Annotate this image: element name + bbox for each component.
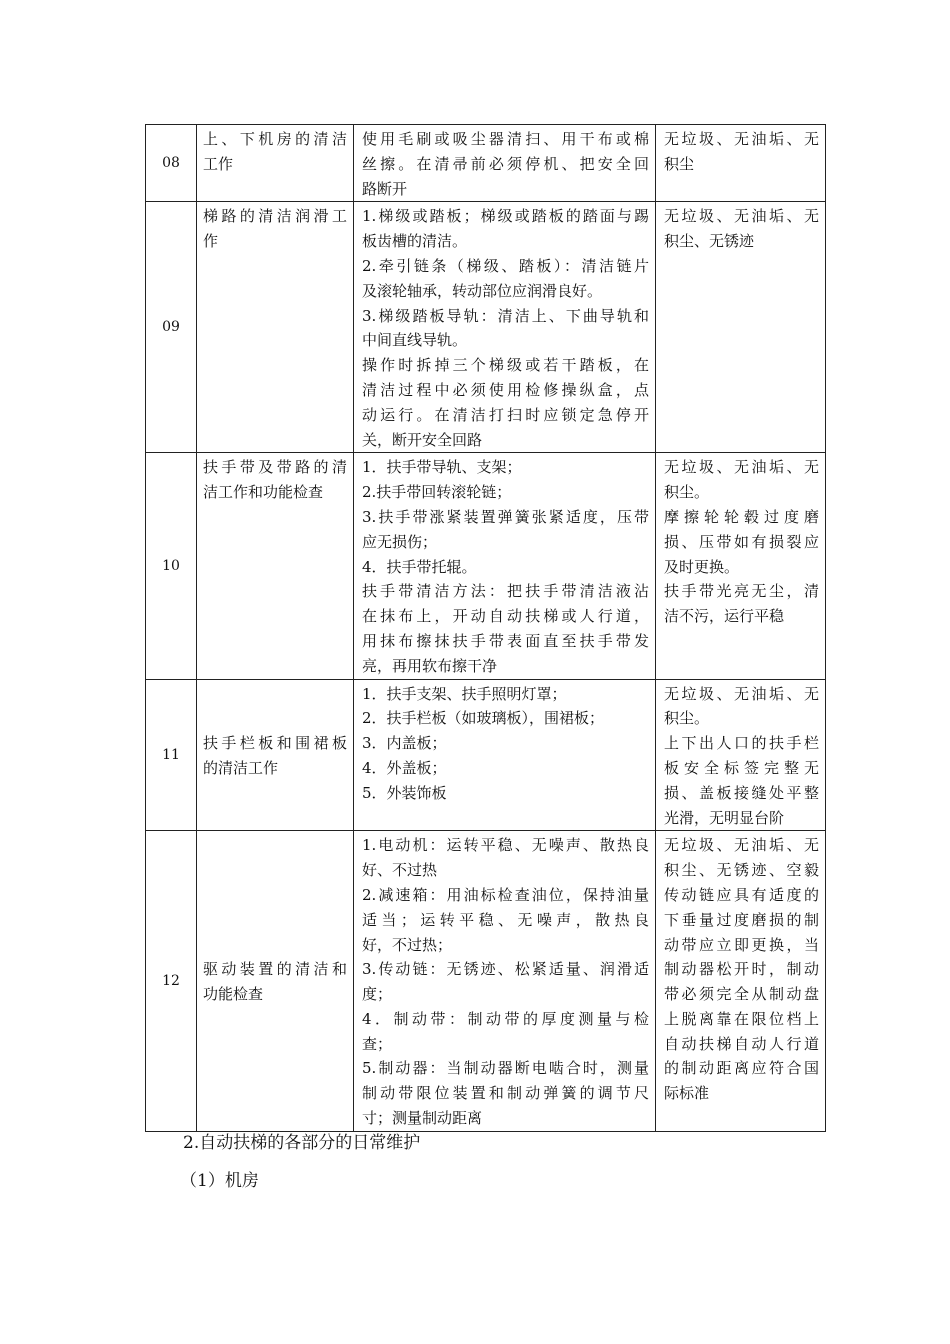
standard-line: 光滑，无明显台阶 xyxy=(664,808,785,827)
content-line: 好、不过热 xyxy=(362,861,438,880)
standard-line: 下垂量过度磨损的制 xyxy=(664,910,819,929)
item-line: 功能检查 xyxy=(203,985,264,1004)
row-number: 08 xyxy=(162,155,180,172)
content-line: 扶手带清洁方法：把扶手带清洁液沾 xyxy=(362,582,649,601)
item-cell xyxy=(197,831,354,1132)
standard-line: 积尘、无锈迹 xyxy=(664,232,755,251)
item-cell xyxy=(197,202,354,453)
maintenance-table xyxy=(145,124,826,1132)
content-line: 路断开 xyxy=(362,179,408,198)
standard-line: 损、压带如有损裂应 xyxy=(664,532,819,551)
table-row xyxy=(146,831,826,1132)
content-line: 1.电动机：运转平稳、无噪声、散热良 xyxy=(362,836,649,855)
standard-line: 传动链应具有适度的 xyxy=(664,885,819,904)
standard-cell xyxy=(656,831,826,1132)
table-row xyxy=(146,125,826,202)
row-number-cell xyxy=(146,202,197,453)
standard-line: 无垃圾、无油垢、无 xyxy=(664,684,819,703)
content-line: 2.牵引链条（梯级、踏板）：清洁链片 xyxy=(362,256,649,275)
row-number-cell xyxy=(146,679,197,831)
item-line: 工作 xyxy=(203,154,234,173)
standard-cell xyxy=(656,202,826,453)
content-line: 寸；测量制动距离 xyxy=(362,1109,483,1128)
content-line: 中间直线导轨。 xyxy=(362,331,468,350)
standard-line: 及时更换。 xyxy=(664,557,740,576)
standard-line: 摩擦轮轮毂过度磨 xyxy=(664,507,819,526)
standard-line: 无垃圾、无油垢、无 xyxy=(664,836,819,855)
section-heading: 2.自动扶梯的各部分的日常维护 xyxy=(183,1133,421,1153)
table-row xyxy=(146,679,826,831)
row-number: 12 xyxy=(162,973,180,990)
standard-line: 动带应立即更换，当 xyxy=(664,935,819,954)
content-line: 度； xyxy=(362,985,393,1004)
content-line: 1．扶手带导轨、支架； xyxy=(362,458,522,477)
content-line: 及滚轮轴承，转动部位应润滑良好。 xyxy=(362,281,603,300)
subsection-heading: （1）机房 xyxy=(180,1171,259,1191)
content-line: 应无损伤； xyxy=(362,532,438,551)
content-line: 制动带限位装置和制动弹簧的调节尺 xyxy=(362,1084,649,1103)
content-line: 清洁过程中必须使用检修操纵盒，点 xyxy=(362,380,649,399)
content-line: 3.梯级踏板导轨：清洁上、下曲导轨和 xyxy=(362,306,649,325)
table-row xyxy=(146,202,826,453)
standard-line: 带必须完全从制动盘 xyxy=(664,985,819,1004)
item-line: 扶手栏板和围裙板 xyxy=(203,734,347,753)
standard-line: 无垃圾、无油垢、无 xyxy=(664,207,819,226)
content-line: 2.扶手带回转滚轮链； xyxy=(362,483,512,502)
item-line: 洁工作和功能检查 xyxy=(203,483,324,502)
content-cell xyxy=(354,125,656,202)
standard-cell xyxy=(656,679,826,831)
standard-line: 自动扶梯自动人行道 xyxy=(664,1034,819,1053)
content-line: 1．扶手支架、扶手照明灯罩； xyxy=(362,684,567,703)
item-cell xyxy=(197,125,354,202)
content-line: 丝擦。在清帚前必须停机、把安全回 xyxy=(362,154,649,173)
row-number-cell xyxy=(146,453,197,679)
standard-cell xyxy=(656,453,826,679)
content-line: 查； xyxy=(362,1034,393,1053)
content-line: 2．扶手栏板（如玻璃板），围裙板； xyxy=(362,709,605,728)
row-number-cell xyxy=(146,831,197,1132)
item-cell xyxy=(197,453,354,679)
standard-line: 板安全标签完整无 xyxy=(664,758,819,777)
item-line: 梯路的清洁润滑工 xyxy=(203,207,347,226)
item-line: 的清洁工作 xyxy=(203,758,279,777)
content-line: 4．扶手带托辊。 xyxy=(362,557,477,576)
content-line: 使用毛刷或吸尘器清扫、用干布或棉 xyxy=(362,130,649,148)
content-line: 操作时拆掉三个梯级或若干踏板，在 xyxy=(362,356,649,375)
item-cell xyxy=(197,679,354,831)
content-cell xyxy=(354,202,656,453)
content-line: 动运行。在清洁打扫时应锁定急停开 xyxy=(362,405,649,424)
standard-line: 无垃圾、无油垢、无 xyxy=(664,130,819,148)
standard-line: 的制动距离应符合国 xyxy=(664,1059,819,1078)
standard-line: 际标准 xyxy=(664,1084,710,1103)
content-line: 3.扶手带涨紧装置弹簧张紧适度，压带 xyxy=(362,507,649,526)
row-number: 10 xyxy=(162,557,180,574)
standard-cell xyxy=(656,125,826,202)
standard-line: 积尘、无锈迹、空毅 xyxy=(664,861,819,880)
content-line: 3．内盖板； xyxy=(362,734,447,753)
content-line: 1.梯级或踏板；梯级或踏板的踏面与踢 xyxy=(362,207,649,226)
item-line: 作 xyxy=(203,232,219,251)
content-line: 4．外盖板； xyxy=(362,758,447,777)
standard-line: 积尘。 xyxy=(664,483,710,502)
item-line: 上、下机房的清洁 xyxy=(203,130,347,148)
standard-line: 损、盖板接缝处平整 xyxy=(664,783,819,802)
standard-line: 上下出人口的扶手栏 xyxy=(664,734,819,753)
table-row xyxy=(146,453,826,679)
content-cell xyxy=(354,831,656,1132)
content-line: 5.制动器：当制动器断电啮合时，测量 xyxy=(362,1059,649,1078)
standard-line: 制动器松开时，制动 xyxy=(664,960,819,979)
content-line: 2.减速箱：用油标检查油位，保持油量 xyxy=(362,885,649,904)
content-line: 用抹布擦抹扶手带表面直至扶手带发 xyxy=(362,631,649,650)
content-cell xyxy=(354,679,656,831)
standard-line: 上脱离靠在限位档上 xyxy=(664,1009,819,1028)
row-number: 09 xyxy=(162,319,180,336)
item-line: 扶手带及带路的清 xyxy=(203,458,347,477)
content-line: 关，断开安全回路 xyxy=(362,430,483,449)
item-line: 驱动装置的清洁和 xyxy=(203,960,347,979)
content-line: 3.传动链：无锈迹、松紧适量、润滑适 xyxy=(362,960,649,979)
standard-line: 积尘。 xyxy=(664,709,710,728)
standard-line: 无垃圾、无油垢、无 xyxy=(664,458,819,477)
content-line: 适当；运转平稳、无噪声，散热良 xyxy=(362,910,649,929)
row-number-cell xyxy=(146,125,197,202)
content-line: 亮，再用软布擦干净 xyxy=(362,656,498,675)
row-number: 11 xyxy=(162,746,180,763)
content-cell xyxy=(354,453,656,679)
content-line: 在抹布上，开动自动扶梯或人行道， xyxy=(362,607,649,626)
content-line: 板齿槽的清洁。 xyxy=(362,232,468,251)
content-line: 4．制动带：制动带的厚度测量与检 xyxy=(362,1009,649,1028)
standard-line: 积尘 xyxy=(664,154,695,173)
content-line: 好，不过热； xyxy=(362,935,453,954)
standard-line: 洁不污，运行平稳 xyxy=(664,607,785,626)
content-line: 5．外装饰板 xyxy=(362,783,447,802)
standard-line: 扶手带光亮无尘，清 xyxy=(664,582,819,601)
